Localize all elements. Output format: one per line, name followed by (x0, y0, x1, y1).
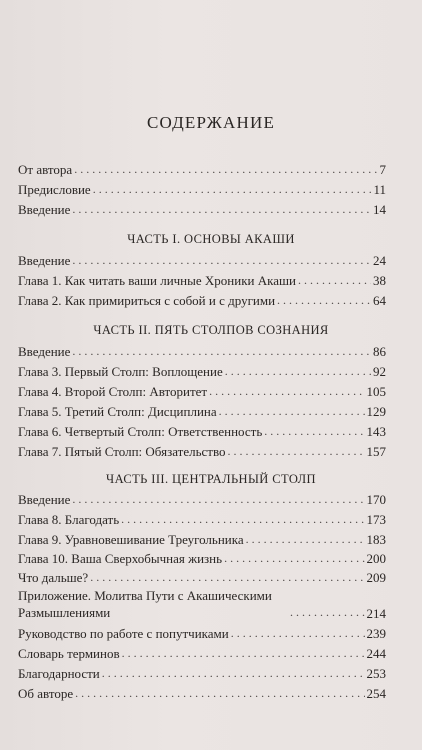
leader-dots (102, 666, 365, 681)
leader-dots (264, 424, 364, 439)
leader-dots (224, 551, 364, 566)
toc-entry-page: 64 (373, 293, 386, 308)
toc-entry (18, 510, 386, 527)
toc-entry-page: 24 (373, 253, 386, 268)
toc-entry (18, 664, 386, 681)
toc-entry (18, 200, 386, 217)
leader-dots (72, 253, 371, 268)
toc-entry-text: Введение (18, 344, 71, 359)
toc-entry-text: Что дальше? (18, 570, 89, 585)
toc-entry (18, 587, 386, 621)
leader-dots (72, 202, 371, 217)
toc-entry-page: 173 (366, 512, 386, 527)
toc-entry (18, 342, 386, 359)
leader-dots (246, 532, 365, 547)
leader-dots (298, 273, 371, 288)
toc-entry-text: Глава 2. Как примириться с собой и с другими (18, 293, 276, 308)
toc-entry (18, 271, 386, 288)
toc-entry (18, 402, 386, 419)
toc-entry (18, 442, 386, 459)
toc-entry (18, 624, 386, 641)
leader-dots (228, 444, 365, 459)
leader-dots (74, 162, 377, 177)
toc-entry-text: Введение (18, 253, 71, 268)
leader-dots (72, 492, 364, 507)
toc-entry-page: 253 (366, 666, 386, 681)
toc-entry-text: Приложение. Молитва Пути с Акашическими Размышлениями (18, 588, 272, 620)
toc-entry (18, 530, 386, 547)
toc-entry (18, 180, 386, 197)
toc-entry-page: 157 (366, 444, 386, 459)
toc-entry (18, 490, 386, 507)
part-heading: ЧАСТЬ II. ПЯТЬ СТОЛПОВ СОЗНАНИЯ (93, 323, 329, 337)
leader-dots (122, 646, 365, 661)
toc-entry-text: Глава 3. Первый Столп: Воплощение (18, 364, 223, 379)
toc-entry-text: Глава 9. Уравновешивание Треугольника (18, 532, 244, 547)
toc-entry-page: 143 (366, 424, 386, 439)
toc-entry (18, 251, 386, 268)
leader-dots (277, 293, 371, 308)
toc-entry (18, 291, 386, 308)
toc-entry (18, 549, 386, 566)
leader-dots (75, 686, 364, 701)
toc-entry-text: Об авторе (18, 686, 74, 701)
toc-entry-page: 129 (366, 404, 386, 419)
toc-entry-page: 254 (366, 686, 386, 701)
toc-entry-text: Глава 1. Как читать ваши личные Хроники Акаши (18, 273, 296, 288)
leader-dots (93, 182, 372, 197)
toc-entry-page: 11 (373, 182, 386, 197)
leader-dots (121, 512, 364, 527)
toc-entry-text: Введение (18, 202, 71, 217)
leader-dots (72, 344, 371, 359)
toc-entry-page: 209 (366, 570, 386, 585)
leader-dots (231, 626, 365, 641)
toc-entry-page: 105 (366, 384, 386, 399)
leader-dots (219, 404, 365, 419)
toc-entry-text: Введение (18, 492, 71, 507)
toc-entry (18, 644, 386, 661)
toc-entry-text: Глава 10. Ваша Сверхобычная жизнь (18, 551, 223, 566)
toc-entry (18, 684, 386, 701)
leader-dots (225, 364, 371, 379)
toc-entry-page: 14 (373, 202, 386, 217)
toc-entry-page: 214 (366, 606, 386, 621)
toc-entry-text: Руководство по работе с попутчиками (18, 626, 229, 641)
toc-entry-page: 86 (373, 344, 386, 359)
toc-entry (18, 422, 386, 439)
leader-dots (209, 384, 364, 399)
toc-entry (18, 382, 386, 399)
toc-entry-page: 7 (379, 162, 386, 177)
toc-entry-page: 200 (366, 551, 386, 566)
toc-entry-text: Глава 6. Четвертый Столп: Ответственность (18, 424, 263, 439)
toc-entry-page: 183 (366, 532, 386, 547)
leader-dots (290, 605, 365, 620)
leader-dots (90, 570, 364, 585)
toc-entry (18, 568, 386, 585)
toc-entry-text: Благодарности (18, 666, 100, 681)
part-heading: ЧАСТЬ I. ОСНОВЫ АКАШИ (127, 232, 295, 246)
toc-entry (18, 362, 386, 379)
toc-entry-text: Глава 5. Третий Столп: Дисциплина (18, 404, 217, 419)
toc-entry-page: 92 (373, 364, 386, 379)
toc-entry-text: Глава 7. Пятый Столп: Обязательство (18, 444, 226, 459)
toc-entry-page: 170 (366, 492, 386, 507)
toc-entry-text: Предисловие (18, 182, 91, 197)
toc-title: СОДЕРЖАНИЕ (146, 113, 276, 132)
toc-entry-page: 244 (366, 646, 386, 661)
toc-entry-text: Глава 8. Благодать (18, 512, 120, 527)
toc-entry-text: Глава 4. Второй Столп: Авторитет (18, 384, 208, 399)
toc-entry (18, 160, 386, 177)
toc-entry-page: 38 (373, 273, 386, 288)
part-heading: ЧАСТЬ III. ЦЕНТРАЛЬНЫЙ СТОЛП (106, 472, 316, 486)
toc-entry-text: От автора (18, 162, 73, 177)
toc-entry-page: 239 (366, 626, 386, 641)
toc-entry-text: Словарь терминов (18, 646, 120, 661)
